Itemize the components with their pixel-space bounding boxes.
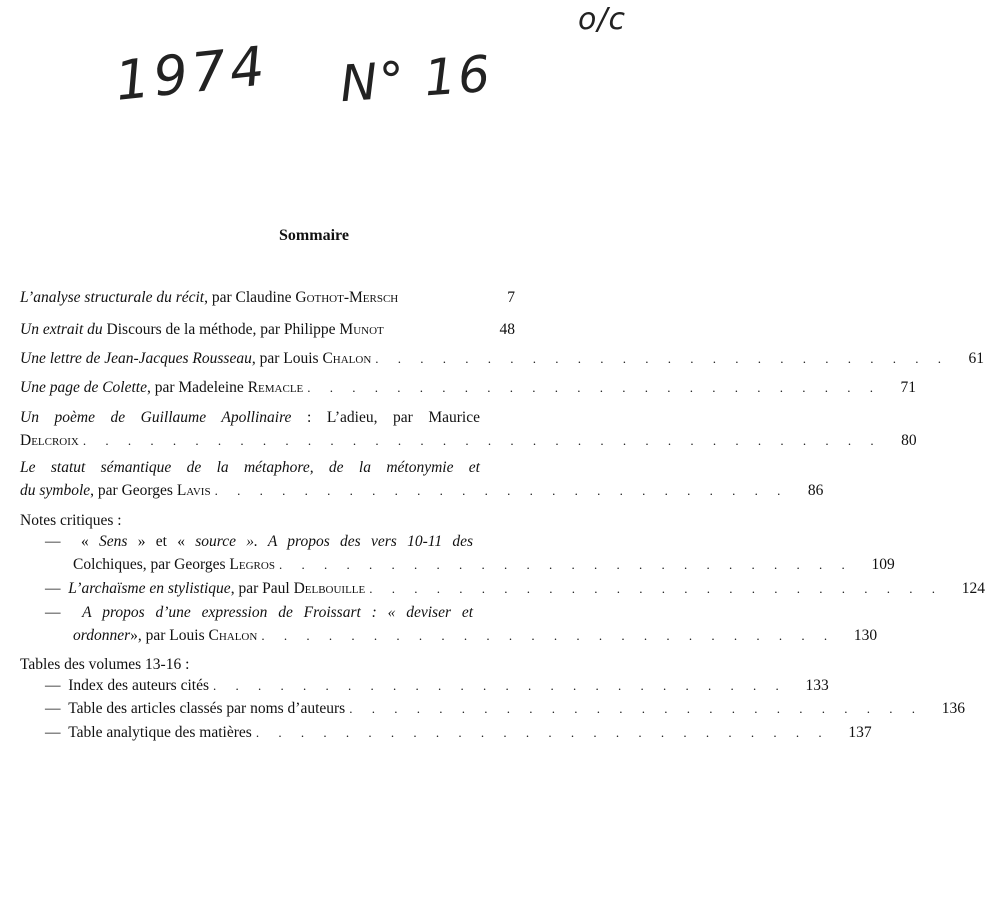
notes-section <box>20 510 515 531</box>
entry-author-intro: , par Claudine <box>204 289 292 306</box>
item-page-number: 124 <box>961 580 985 597</box>
item-dash: — <box>45 677 61 694</box>
entry-author-intro: , par Louis <box>251 350 319 367</box>
entry-title: Une lettre de Jean-Jacques Rousseau <box>20 350 252 367</box>
leader-dots: . . . . . . . . . . . . . . . . . . . . . . . . . . <box>349 701 923 716</box>
item-author-surname: Legros <box>229 556 275 573</box>
open-quote: « <box>81 533 89 550</box>
item-title: L’archaïsme en stylistique <box>68 580 231 597</box>
entry-author-surname: Chalon <box>322 350 372 367</box>
item-title-rest: ». A propos des vers 10-11 des <box>246 533 474 550</box>
item-page-number: 136 <box>941 700 965 717</box>
entry-page-number: 80 <box>901 432 917 449</box>
handwritten-year: 1974 <box>112 34 272 113</box>
item-author-intro: , par Paul <box>230 580 290 597</box>
entry-title-line2: du symbole <box>20 482 91 499</box>
toc-entry-2 <box>20 319 515 340</box>
leader-dots: . . . . . . . . . . . . . . . . . . . . . . . . . . . . . . . . . . . . <box>82 433 882 448</box>
notes-item-2 <box>20 578 985 599</box>
item-work-title: Colchiques <box>73 556 143 573</box>
item-author-intro: , par Georges <box>142 556 226 573</box>
entry-work-title: : L’adieu, par Maurice <box>291 409 481 426</box>
entry-author-intro: , par Georges <box>90 482 173 499</box>
entry-title-line1: Le statut sémantique de la métaphore, de la métonymie et <box>20 459 480 476</box>
item-label: Table des articles classés par noms d’auteurs <box>68 700 346 717</box>
item-dash: — <box>45 604 61 621</box>
leader-dots: . . . . . . . . . . . . . . . . . . . . . . . . . . <box>213 678 787 693</box>
entry-page-number: 61 <box>968 350 985 367</box>
close-quote: » <box>130 627 138 644</box>
tables-item-1 <box>20 675 829 696</box>
entry-work-title: Discours de la méthode <box>106 321 253 338</box>
toc-entry-1 <box>20 287 515 308</box>
entry-title: Une page de Colette <box>20 379 147 396</box>
handwritten-corner-mark: o/c <box>578 2 626 37</box>
leader-dots: . . . . . . . . . . . . . . . . . . . . . . . . . . <box>214 483 789 498</box>
item-title-line1: A propos d’une expression de Froissart : « <box>82 604 396 621</box>
item-author-surname: Chalon <box>208 627 258 644</box>
toc-entry-5 <box>20 407 917 451</box>
leader-dots: . . . . . . . . . . . . . . . . . . . . . . . . . . <box>307 380 882 395</box>
entry-title: L’analyse structurale du récit <box>20 289 205 306</box>
item-dash: — <box>45 700 61 717</box>
item-dash: — <box>45 533 61 550</box>
entry-author-surname: Remacle <box>247 379 304 396</box>
entry-page-number: 48 <box>499 321 515 338</box>
item-page-number: 109 <box>871 556 895 573</box>
toc-entry-6 <box>20 457 824 501</box>
entry-author-surname: Gothot-Mersch <box>295 289 399 306</box>
page-title: Sommaire <box>279 227 349 244</box>
leader-dots: . . . . . . . . . . . . . . . . . . . . . . . . . . <box>375 351 950 366</box>
leader-dots: . . . . . . . . . . . . . . . . . . . . . . . . . . <box>278 557 853 572</box>
item-label: Index des auteurs cités <box>68 677 209 694</box>
handwritten-issue-number: N° 16 <box>338 44 494 114</box>
item-title-part-a: Sens <box>99 533 128 550</box>
entry-page-number: 7 <box>507 289 515 306</box>
item-dash: — <box>45 724 61 741</box>
entry-author-intro: , par Madeleine <box>146 379 244 396</box>
leader-dots: . . . . . . . . . . . . . . . . . . . . . . . . . . <box>255 725 830 740</box>
notes-heading: Notes critiques : <box>20 512 122 529</box>
item-page-number: 133 <box>805 677 829 694</box>
entry-author-surname: Munot <box>339 321 384 338</box>
entry-page-number: 86 <box>807 482 824 499</box>
entry-author-intro: , par Philippe <box>252 321 336 338</box>
notes-item-1 <box>20 531 895 575</box>
tables-section <box>20 654 515 675</box>
tables-heading: Tables des volumes 13-16 : <box>20 656 190 673</box>
item-dash: — <box>45 580 61 597</box>
tables-item-3 <box>20 722 872 743</box>
item-title-line2: ordonner <box>73 627 131 644</box>
toc-entry-3 <box>20 348 985 369</box>
entry-author-surname: Delcroix <box>20 432 79 449</box>
item-label: Table analytique des matières <box>68 724 252 741</box>
item-page-number: 137 <box>848 724 872 741</box>
item-title-mid: » et « <box>137 533 185 550</box>
entry-page-number: 71 <box>900 379 917 396</box>
entry-title: Un poème de Guillaume Apollinaire <box>20 409 292 426</box>
item-title-part-b: source <box>195 533 236 550</box>
item-page-number: 130 <box>853 627 878 644</box>
toc-entry-4 <box>20 377 917 398</box>
notes-item-3 <box>20 602 878 646</box>
leader-dots: . . . . . . . . . . . . . . . . . . . . . . . . . . <box>261 628 836 643</box>
item-author-surname: Delbouille <box>293 580 366 597</box>
item-author-intro: , par Louis <box>137 627 205 644</box>
entry-author-surname: Lavis <box>176 482 211 499</box>
leader-dots: . . . . . . . . . . . . . . . . . . . . . . . . . . <box>369 581 943 596</box>
tables-item-2 <box>20 698 965 719</box>
item-title-line1-b: deviser et <box>406 604 474 621</box>
entry-title: Un extrait du <box>20 321 103 338</box>
